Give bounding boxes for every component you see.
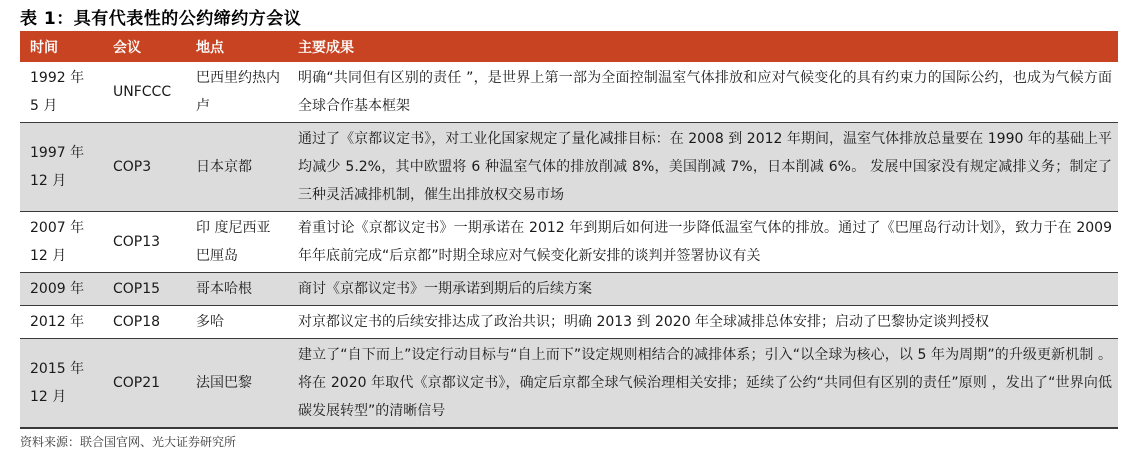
- cell-time: 2009 年: [20, 273, 103, 306]
- table-row: [20, 306, 1118, 339]
- conference-table: [20, 31, 1118, 429]
- cell-location: 哥本哈根: [186, 273, 288, 306]
- cell-conference: COP3: [103, 123, 186, 212]
- header-location: 地点: [196, 39, 224, 56]
- cell-location: 法国巴黎: [186, 339, 288, 429]
- table-row: [20, 62, 1118, 123]
- table-row: [20, 123, 1118, 212]
- source-note: 资料来源：联合国官网、光大证券研究所: [20, 435, 237, 449]
- table-title: 表 1：具有代表性的公约缔约方会议: [20, 9, 302, 29]
- cell-result: 通过了《京都议定书》，对工业化国家规定了量化减排目标：在 2008 到 2012 年期间，温室气体排放总量要在 1990 年的基础上平均减少 5.2%，其中欧盟将 6 种温室气体的排放削减 8%，美国削减 7%，日本削减 6%。 发展中国家没有规定减排义务；制定了三种灵活减排机制，催生出排放权交易市场: [288, 123, 1118, 212]
- cell-result: 对京都议定书的后续安排达成了政治共识；明确 2013 到 2020 年全球减排总体安排；启动了巴黎协定谈判授权: [288, 306, 1118, 339]
- cell-location: 巴西里约热内卢: [186, 62, 288, 123]
- cell-result: 着重讨论《京都议定书》一期承诺在 2012 年到期后如何进一步降低温室气体的排放。通过了《巴厘岛行动计划》，致力于在 2009 年年底前完成“后京都”时期全球应对气候变化新安排的谈判并签署协议有关: [288, 212, 1118, 273]
- table-row: [20, 339, 1118, 429]
- cell-time: 2007 年 12 月: [20, 212, 103, 273]
- header-result: 主要成果: [298, 39, 354, 56]
- cell-conference: COP13: [103, 212, 186, 273]
- header-time: 时间: [30, 39, 58, 56]
- table-row: [20, 273, 1118, 306]
- cell-location: 日本京都: [186, 123, 288, 212]
- table-row: [20, 212, 1118, 273]
- cell-location: 多哈: [186, 306, 288, 339]
- cell-time: 2015 年 12 月: [20, 339, 103, 429]
- cell-result: 明确“共同但有区别的责任 ”，是世界上第一部为全面控制温室气体排放和应对气候变化的具有约束力的国际公约，也成为气候方面全球合作基本框架: [288, 62, 1118, 123]
- cell-conference: COP15: [103, 273, 186, 306]
- header-conference: 会议: [113, 39, 141, 56]
- cell-result: 商讨《京都议定书》一期承诺到期后的后续方案: [288, 273, 1118, 306]
- cell-location: 印 度尼西亚巴厘岛: [186, 212, 288, 273]
- cell-time: 2012 年: [20, 306, 103, 339]
- cell-time: 1992 年 5 月: [20, 62, 103, 123]
- cell-conference: COP21: [103, 339, 186, 429]
- cell-result: 建立了“自下而上”设定行动目标与“自上而下”设定规则相结合的减排体系；引入“以全球为核心，以 5 年为周期”的升级更新机制 。将在 2020 年取代《京都议定书》，确定后京都全球气候治理相关安排；延续了公约“共同但有区别的责任”原则 ，发出了“世界向低碳发展转型”的清晰信号: [288, 339, 1118, 429]
- cell-time: 1997 年 12 月: [20, 123, 103, 212]
- cell-conference: UNFCCC: [103, 62, 186, 123]
- table-header-row: [20, 31, 1118, 62]
- cell-conference: COP18: [103, 306, 186, 339]
